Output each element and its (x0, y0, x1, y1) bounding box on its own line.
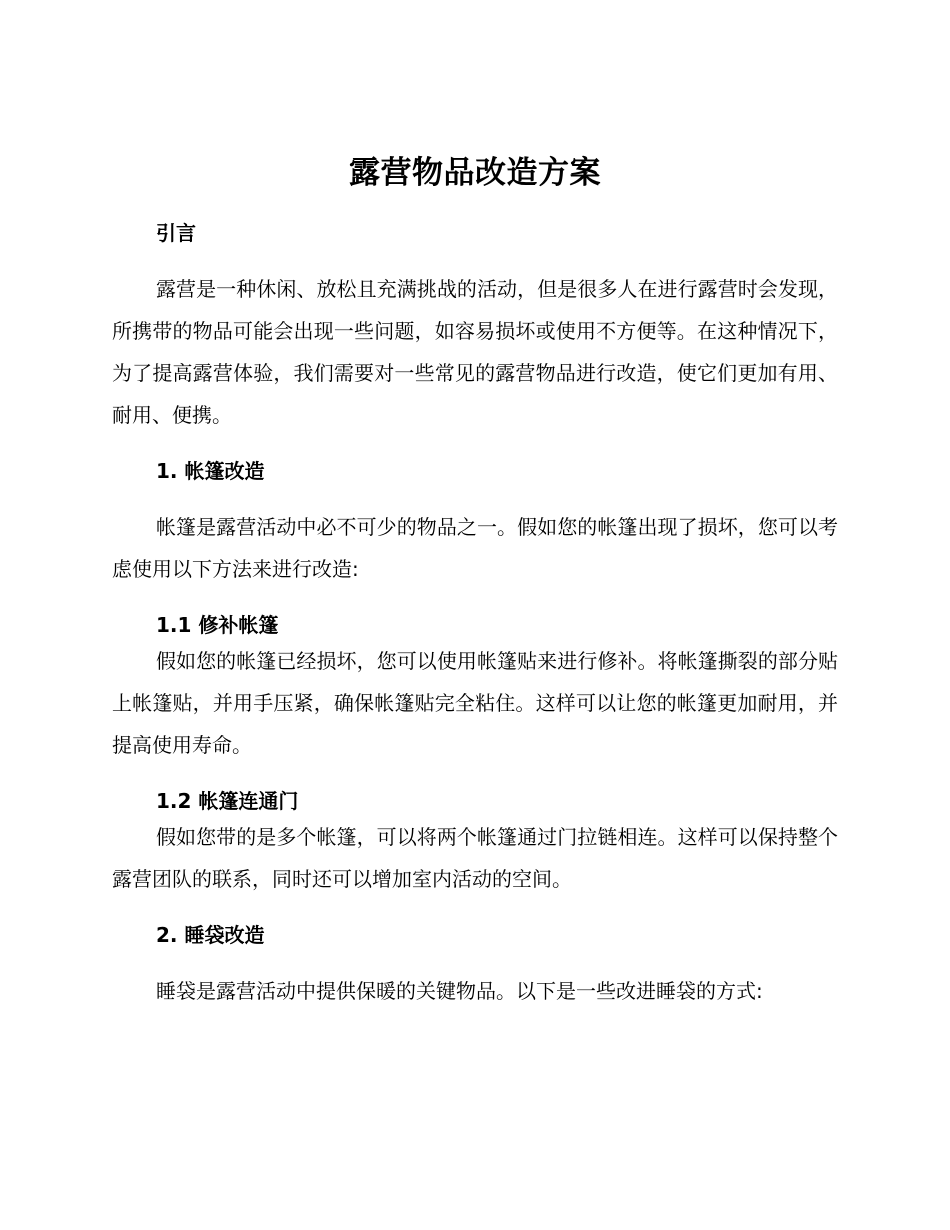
paragraph-section-1-1: 假如您的帐篷已经损坏，您可以使用帐篷贴来进行修补。将帐篷撕裂的部分贴上帐篷贴，并用手压紧，确保帐篷贴完全粘住。这样可以让您的帐篷更加耐用，并提高使用寿命。 (112, 649, 838, 757)
heading-section-1-1: 1.1 修补帐篷 (156, 613, 279, 637)
heading-section-2: 2. 睡袋改造 (156, 923, 265, 947)
heading-intro: 引言 (156, 221, 196, 245)
heading-section-1: 1. 帐篷改造 (156, 459, 265, 483)
paragraph-section-1-2: 假如您带的是多个帐篷，可以将两个帐篷通过门拉链相连。这样可以保持整个露营团队的联系，同时还可以增加室内活动的空间。 (112, 825, 838, 891)
heading-section-1-2: 1.2 帐篷连通门 (156, 789, 299, 813)
paragraph-section-1: 帐篷是露营活动中必不可少的物品之一。假如您的帐篷出现了损坏，您可以考虑使用以下方法来进行改造: (112, 515, 838, 581)
page-title: 露营物品改造方案 (349, 155, 601, 191)
paragraph-intro: 露营是一种休闲、放松且充满挑战的活动，但是很多人在进行露营时会发现，所携带的物品可能会出现一些问题，如容易损坏或使用不方便等。在这种情况下，为了提高露营体验，我们需要对一些常见的露营物品进行改造，使它们更加有用、耐用、便携。 (112, 277, 838, 427)
paragraph-section-2: 睡袋是露营活动中提供保暖的关键物品。以下是一些改进睡袋的方式: (156, 979, 763, 1003)
